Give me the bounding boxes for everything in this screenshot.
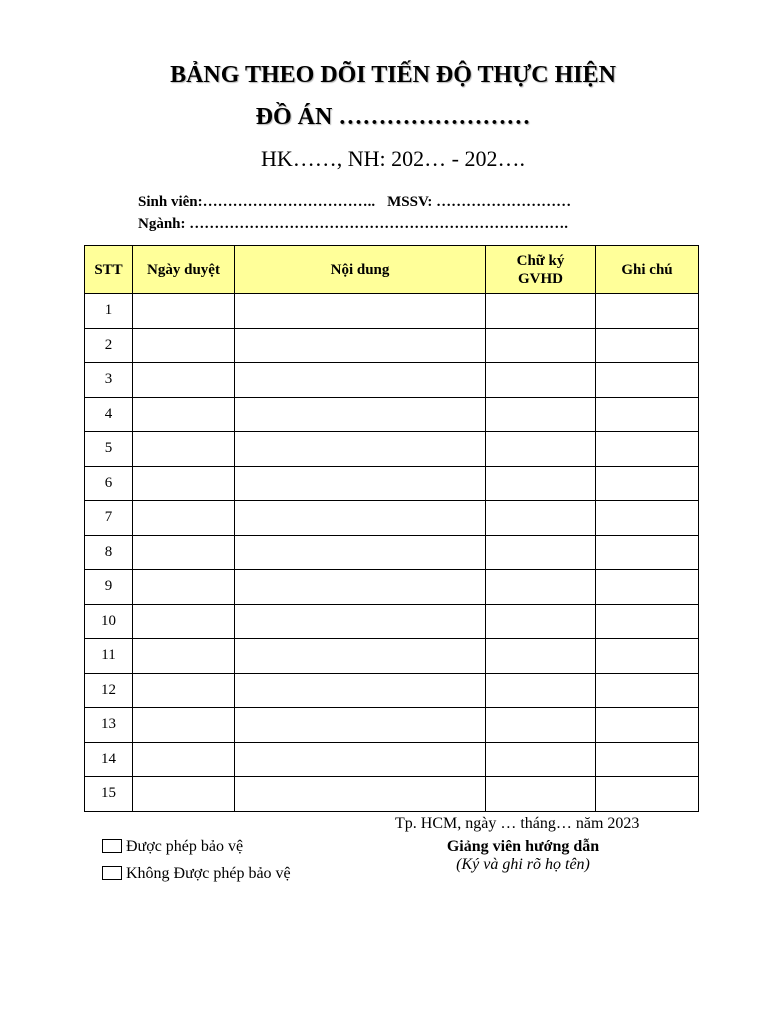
progress-table <box>84 245 699 812</box>
row-signature-cell[interactable] <box>486 639 596 674</box>
table-row <box>85 432 699 467</box>
major-field: Ngành: …………………………………………………………………. <box>138 216 569 232</box>
row-signature-cell[interactable] <box>486 570 596 605</box>
table-row <box>85 466 699 501</box>
row-note-cell[interactable] <box>596 466 699 501</box>
not-allowed-label: Không Được phép bảo vệ <box>126 865 291 882</box>
row-stt-cell: 12 <box>85 673 133 708</box>
header-stt: STT <box>85 246 133 294</box>
student-name-field: Sinh viên:…………………………….. <box>138 194 376 210</box>
row-stt-cell: 5 <box>85 432 133 467</box>
row-content-cell[interactable] <box>235 363 486 398</box>
row-signature-cell[interactable] <box>486 328 596 363</box>
row-note-cell[interactable] <box>596 673 699 708</box>
row-stt-cell: 3 <box>85 363 133 398</box>
row-date-cell[interactable] <box>133 570 235 605</box>
row-date-cell[interactable] <box>133 777 235 812</box>
row-note-cell[interactable] <box>596 363 699 398</box>
not-allowed-checkbox[interactable] <box>102 866 122 880</box>
row-content-cell[interactable] <box>235 742 486 777</box>
row-signature-cell[interactable] <box>486 432 596 467</box>
row-content-cell[interactable] <box>235 570 486 605</box>
row-date-cell[interactable] <box>133 466 235 501</box>
signature-date-line: Tp. HCM, ngày … tháng… năm 2023 <box>395 815 640 832</box>
row-note-cell[interactable] <box>596 535 699 570</box>
table-row <box>85 604 699 639</box>
row-content-cell[interactable] <box>235 604 486 639</box>
table-body <box>85 294 699 812</box>
row-stt-cell: 4 <box>85 397 133 432</box>
row-signature-cell[interactable] <box>486 604 596 639</box>
row-date-cell[interactable] <box>133 639 235 674</box>
row-signature-cell[interactable] <box>486 535 596 570</box>
row-date-cell[interactable] <box>133 673 235 708</box>
row-stt-cell: 11 <box>85 639 133 674</box>
row-note-cell[interactable] <box>596 570 699 605</box>
row-note-cell[interactable] <box>596 397 699 432</box>
table-row <box>85 328 699 363</box>
semester-line: HK……, NH: 202… - 202…. <box>261 146 525 171</box>
row-note-cell[interactable] <box>596 708 699 743</box>
signer-title: Giảng viên hướng dẫn <box>446 838 600 855</box>
table-row <box>85 742 699 777</box>
row-content-cell[interactable] <box>235 466 486 501</box>
header-note: Ghi chú <box>596 246 699 294</box>
table-row <box>85 777 699 812</box>
header-content: Nội dung <box>235 246 486 294</box>
project-title: ĐỒ ÁN …………………… <box>255 104 531 130</box>
row-note-cell[interactable] <box>596 639 699 674</box>
document-title: BẢNG THEO DÕI TIẾN ĐỘ THỰC HIỆN <box>170 62 616 88</box>
header-signature-line1: Chữ ký <box>516 252 565 269</box>
table-row <box>85 397 699 432</box>
row-content-cell[interactable] <box>235 432 486 467</box>
row-note-cell[interactable] <box>596 777 699 812</box>
row-stt-cell: 10 <box>85 604 133 639</box>
row-stt-cell: 9 <box>85 570 133 605</box>
row-stt-cell: 7 <box>85 501 133 536</box>
row-note-cell[interactable] <box>596 328 699 363</box>
row-date-cell[interactable] <box>133 535 235 570</box>
table-row <box>85 673 699 708</box>
row-note-cell[interactable] <box>596 604 699 639</box>
row-stt-cell: 14 <box>85 742 133 777</box>
signer-note: (Ký và ghi rõ họ tên) <box>456 856 590 873</box>
table-row <box>85 535 699 570</box>
table-header-row <box>85 246 699 294</box>
table-row <box>85 570 699 605</box>
table-row <box>85 708 699 743</box>
row-signature-cell[interactable] <box>486 397 596 432</box>
header-approval-date: Ngày duyệt <box>133 246 235 294</box>
row-content-cell[interactable] <box>235 397 486 432</box>
row-note-cell[interactable] <box>596 432 699 467</box>
option-allowed <box>102 838 243 856</box>
row-content-cell[interactable] <box>235 777 486 812</box>
row-note-cell[interactable] <box>596 294 699 329</box>
row-content-cell[interactable] <box>235 708 486 743</box>
table-row <box>85 501 699 536</box>
header-signature-line2: GVHD <box>518 270 563 287</box>
row-content-cell[interactable] <box>235 673 486 708</box>
row-signature-cell[interactable] <box>486 742 596 777</box>
row-signature-cell[interactable] <box>486 777 596 812</box>
row-signature-cell[interactable] <box>486 501 596 536</box>
row-date-cell[interactable] <box>133 501 235 536</box>
allowed-label: Được phép bảo vệ <box>126 838 244 855</box>
student-info-line <box>138 194 571 211</box>
row-date-cell[interactable] <box>133 363 235 398</box>
row-date-cell[interactable] <box>133 328 235 363</box>
table-row <box>85 363 699 398</box>
row-stt-cell: 8 <box>85 535 133 570</box>
table-row <box>85 294 699 329</box>
row-signature-cell[interactable] <box>486 294 596 329</box>
row-date-cell[interactable] <box>133 742 235 777</box>
row-date-cell[interactable] <box>133 294 235 329</box>
row-note-cell[interactable] <box>596 501 699 536</box>
row-stt-cell: 15 <box>85 777 133 812</box>
header-supervisor-signature <box>486 246 596 294</box>
row-stt-cell: 6 <box>85 466 133 501</box>
row-content-cell[interactable] <box>235 294 486 329</box>
row-signature-cell[interactable] <box>486 673 596 708</box>
row-date-cell[interactable] <box>133 708 235 743</box>
row-note-cell[interactable] <box>596 742 699 777</box>
option-not-allowed <box>102 865 291 883</box>
row-content-cell[interactable] <box>235 535 486 570</box>
row-stt-cell: 13 <box>85 708 133 743</box>
row-stt-cell: 2 <box>85 328 133 363</box>
row-content-cell[interactable] <box>235 639 486 674</box>
row-content-cell[interactable] <box>235 501 486 536</box>
student-id-field: MSSV: ……………………… <box>387 194 572 210</box>
row-stt-cell: 1 <box>85 294 133 329</box>
row-signature-cell[interactable] <box>486 708 596 743</box>
row-date-cell[interactable] <box>133 397 235 432</box>
row-signature-cell[interactable] <box>486 466 596 501</box>
row-content-cell[interactable] <box>235 328 486 363</box>
allowed-checkbox[interactable] <box>102 839 122 853</box>
table-row <box>85 639 699 674</box>
row-date-cell[interactable] <box>133 604 235 639</box>
row-signature-cell[interactable] <box>486 363 596 398</box>
row-date-cell[interactable] <box>133 432 235 467</box>
